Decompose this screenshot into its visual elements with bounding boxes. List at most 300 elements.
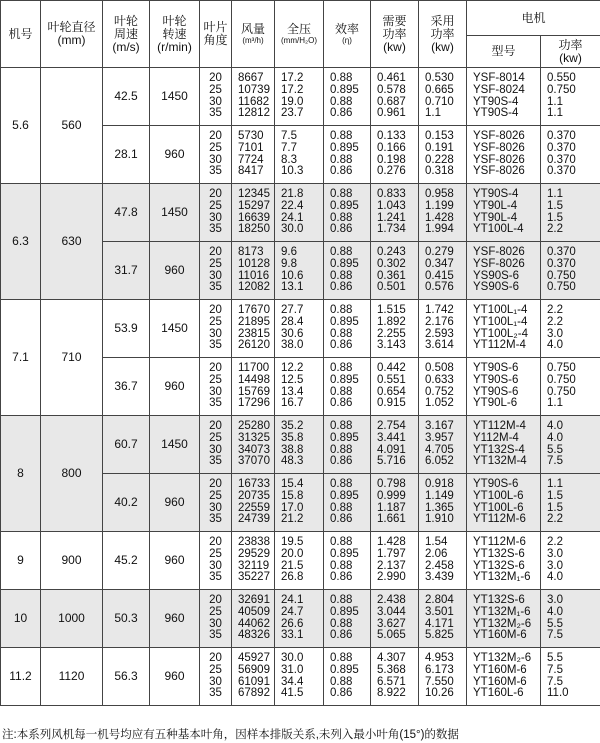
motor-power-value: 1.1: [547, 478, 563, 491]
rpm-cell: 960: [150, 358, 200, 416]
motor-power-cell: [541, 300, 600, 358]
adopted-power-value: 0.958: [425, 188, 454, 201]
motor-model-value: YT100L₁-4: [473, 315, 528, 328]
air-volume-value: 23815: [238, 327, 270, 340]
blade-angle-value: 25: [209, 431, 222, 444]
efficiency-value: 0.88: [330, 617, 353, 630]
motor-power-cell: [541, 648, 600, 706]
total-pressure-value: 15.4: [281, 478, 304, 491]
blade-angle-value: 25: [209, 199, 222, 212]
motor-model-value: YT90S-6: [473, 478, 519, 491]
motor-model-value: YT160M-6: [473, 663, 527, 676]
motor-model-value: YT100L-6: [473, 489, 524, 502]
required-power-value: 0.361: [377, 269, 406, 282]
motor-model-value: YT90S-6: [473, 362, 519, 375]
impeller-diameter-cell: 630: [41, 184, 103, 300]
motor-power-value: 4.0: [547, 420, 563, 433]
adopted-power-value: 4.171: [425, 617, 454, 630]
adopted-power-value: 0.752: [425, 385, 454, 398]
adopted-power-value: 3.439: [425, 571, 454, 584]
efficiency-cell: [324, 416, 371, 474]
motor-model-cell: [467, 300, 541, 358]
motor-power-value: 1.1: [547, 397, 563, 410]
blade-angle-value: 25: [209, 373, 222, 386]
blade-angle-value: 35: [209, 281, 222, 294]
required-power-cell: [371, 532, 419, 590]
required-power-value: 3.044: [377, 605, 406, 618]
air-volume-cell: [232, 358, 275, 416]
motor-model-cell: [467, 474, 541, 532]
efficiency-cell: [324, 68, 371, 126]
efficiency-value: 0.88: [330, 478, 353, 491]
motor-power-value: 2.2: [547, 536, 563, 549]
air-volume-cell: [232, 300, 275, 358]
air-volume-cell: [232, 474, 275, 532]
header-adopted-power: 采用 功率 (kw): [419, 1, 467, 68]
motor-model-value: YSF-8026: [473, 246, 525, 259]
efficiency-value: 0.86: [330, 107, 353, 120]
motor-power-value: 7.5: [547, 629, 563, 642]
blade-angle-cell: [200, 532, 232, 590]
air-volume-value: 35227: [238, 571, 270, 584]
motor-power-value: 0.750: [547, 281, 576, 294]
efficiency-value: 0.88: [330, 385, 353, 398]
air-volume-value: 8667: [238, 72, 264, 85]
table-row: [1, 590, 600, 648]
required-power-cell: [371, 648, 419, 706]
adopted-power-value: 0.228: [425, 153, 454, 166]
total-pressure-value: 21.2: [281, 513, 304, 526]
required-power-value: 0.999: [377, 489, 406, 502]
air-volume-value: 32691: [238, 594, 270, 607]
air-volume-value: 18250: [238, 223, 270, 236]
blade-angle-value: 25: [209, 83, 222, 96]
motor-model-value: YSF-8026: [473, 153, 525, 166]
blade-angle-value: 25: [209, 547, 222, 560]
motor-power-cell: [541, 126, 600, 184]
blade-angle-cell: [200, 416, 232, 474]
adopted-power-value: 0.530: [425, 72, 454, 85]
total-pressure-value: 10.6: [281, 269, 304, 282]
adopted-power-value: 0.153: [425, 130, 454, 143]
motor-model-value: YSF-8026: [473, 141, 525, 154]
blade-angle-cell: [200, 126, 232, 184]
total-pressure-value: 20.0: [281, 547, 304, 560]
motor-model-value: YSF-8024: [473, 83, 525, 96]
required-power-value: 6.571: [377, 675, 406, 688]
air-volume-value: 29529: [238, 547, 270, 560]
adopted-power-cell: [419, 68, 467, 126]
adopted-power-cell: [419, 416, 467, 474]
motor-model-value: Y112M-4: [473, 431, 519, 444]
total-pressure-value: 24.1: [281, 594, 304, 607]
efficiency-value: 0.895: [330, 431, 359, 444]
air-volume-value: 17670: [238, 304, 270, 317]
total-pressure-cell: [275, 242, 324, 300]
adopted-power-value: 0.318: [425, 165, 454, 178]
required-power-cell: [371, 184, 419, 242]
total-pressure-value: 13.4: [281, 385, 304, 398]
required-power-value: 2.137: [377, 559, 406, 572]
motor-power-value: 2.2: [547, 513, 563, 526]
adopted-power-value: 0.191: [425, 141, 454, 154]
efficiency-value: 0.88: [330, 594, 353, 607]
machine-no-cell: 10: [1, 590, 41, 648]
required-power-value: 0.442: [377, 362, 406, 375]
required-power-value: 1.734: [377, 223, 406, 236]
total-pressure-cell: [275, 416, 324, 474]
tip-speed-cell: 60.7: [103, 416, 150, 474]
machine-no-cell: 9: [1, 532, 41, 590]
motor-power-value: 7.5: [547, 455, 563, 468]
adopted-power-value: 3.167: [425, 420, 454, 433]
header-motor: 电机: [467, 1, 600, 36]
motor-model-value: YT132M₂-6: [473, 652, 532, 665]
motor-power-value: 0.750: [547, 385, 576, 398]
efficiency-value: 0.88: [330, 536, 353, 549]
efficiency-cell: [324, 300, 371, 358]
efficiency-value: 0.88: [330, 269, 353, 282]
required-power-value: 1.515: [377, 304, 406, 317]
motor-power-value: 11.0: [547, 687, 569, 700]
total-pressure-value: 30.0: [281, 652, 304, 665]
required-power-value: 3.441: [377, 431, 406, 444]
impeller-diameter-cell: 900: [41, 532, 103, 590]
blade-angle-value: 30: [209, 559, 222, 572]
adopted-power-value: 3.614: [425, 339, 454, 352]
blade-angle-value: 30: [209, 501, 222, 514]
motor-power-value: 0.370: [547, 165, 576, 178]
efficiency-value: 0.88: [330, 188, 353, 201]
adopted-power-cell: [419, 474, 467, 532]
required-power-value: 4.091: [377, 443, 406, 456]
adopted-power-value: 1.910: [425, 513, 454, 526]
table-row: [1, 184, 600, 242]
tip-speed-cell: 56.3: [103, 648, 150, 706]
motor-model-value: YT100L₂-4: [473, 327, 528, 340]
total-pressure-cell: [275, 590, 324, 648]
air-volume-value: 7101: [238, 141, 264, 154]
efficiency-value: 0.86: [330, 223, 353, 236]
efficiency-cell: [324, 184, 371, 242]
air-volume-value: 21895: [238, 315, 270, 328]
required-power-value: 8.922: [377, 687, 406, 700]
motor-model-value: YT90S-4: [473, 107, 519, 120]
air-volume-value: 40509: [238, 605, 270, 618]
adopted-power-value: 0.633: [425, 373, 454, 386]
adopted-power-value: 1.199: [425, 199, 454, 212]
adopted-power-value: 2.804: [425, 594, 454, 607]
blade-angle-cell: [200, 68, 232, 126]
tip-speed-cell: 28.1: [103, 126, 150, 184]
air-volume-cell: [232, 648, 275, 706]
efficiency-value: 0.895: [330, 257, 359, 270]
motor-power-cell: [541, 416, 600, 474]
total-pressure-value: 15.8: [281, 489, 304, 502]
adopted-power-value: 0.415: [425, 269, 454, 282]
blade-angle-value: 35: [209, 339, 222, 352]
motor-model-value: YT112M-4: [473, 339, 526, 352]
blade-angle-value: 30: [209, 269, 222, 282]
motor-model-cell: [467, 416, 541, 474]
air-volume-value: 10128: [238, 257, 270, 270]
blade-angle-value: 25: [209, 141, 222, 154]
efficiency-cell: [324, 126, 371, 184]
motor-power-value: 1.5: [547, 199, 563, 212]
blade-angle-value: 35: [209, 629, 222, 642]
total-pressure-value: 9.8: [281, 257, 297, 270]
required-power-value: 1.892: [377, 315, 406, 328]
required-power-cell: [371, 126, 419, 184]
motor-power-value: 4.0: [547, 339, 563, 352]
blade-angle-value: 35: [209, 397, 222, 410]
rpm-cell: 960: [150, 126, 200, 184]
adopted-power-cell: [419, 648, 467, 706]
machine-no-cell: 6.3: [1, 184, 41, 300]
blade-angle-cell: [200, 242, 232, 300]
blade-angle-value: 35: [209, 687, 222, 700]
efficiency-value: 0.895: [330, 199, 359, 212]
rpm-cell: 1450: [150, 184, 200, 242]
motor-model-value: YT112M-6: [473, 513, 526, 526]
motor-model-value: YSF-8014: [473, 72, 525, 85]
efficiency-value: 0.86: [330, 455, 353, 468]
motor-model-value: YT132M-4: [473, 455, 527, 468]
required-power-value: 0.654: [377, 385, 406, 398]
adopted-power-value: 1.1: [425, 107, 441, 120]
efficiency-value: 0.86: [330, 339, 353, 352]
tip-speed-cell: 47.8: [103, 184, 150, 242]
header-tip-speed: 叶轮 周速 (m/s): [103, 1, 150, 68]
adopted-power-value: 0.918: [425, 478, 454, 491]
total-pressure-value: 28.4: [281, 315, 304, 328]
total-pressure-value: 48.3: [281, 455, 304, 468]
required-power-value: 0.551: [377, 373, 406, 386]
motor-power-cell: [541, 184, 600, 242]
motor-model-value: YT90L-6: [473, 397, 518, 410]
motor-power-value: 0.750: [547, 373, 576, 386]
motor-power-value: 4.0: [547, 431, 563, 444]
efficiency-value: 0.88: [330, 420, 353, 433]
total-pressure-value: 17.2: [281, 83, 304, 96]
required-power-cell: [371, 474, 419, 532]
required-power-value: 3.143: [377, 339, 406, 352]
blade-angle-value: 20: [209, 72, 222, 85]
required-power-value: 1.241: [377, 211, 406, 224]
blade-angle-cell: [200, 300, 232, 358]
efficiency-value: 0.88: [330, 304, 353, 317]
total-pressure-value: 41.5: [281, 687, 304, 700]
header-machine-no: 机号: [1, 1, 41, 68]
motor-model-value: YT132S-6: [473, 594, 525, 607]
rpm-cell: 1450: [150, 68, 200, 126]
efficiency-value: 0.88: [330, 443, 353, 456]
required-power-value: 0.276: [377, 165, 406, 178]
motor-power-value: 0.370: [547, 246, 576, 259]
required-power-value: 0.198: [377, 153, 406, 166]
total-pressure-value: 19.5: [281, 536, 304, 549]
adopted-power-value: 0.279: [425, 246, 454, 259]
required-power-value: 0.798: [377, 478, 406, 491]
motor-model-value: YT90S-4: [473, 188, 519, 201]
adopted-power-value: 5.825: [425, 629, 454, 642]
adopted-power-cell: [419, 184, 467, 242]
tip-speed-cell: 31.7: [103, 242, 150, 300]
blade-angle-value: 30: [209, 211, 222, 224]
air-volume-value: 17296: [238, 397, 270, 410]
blade-angle-value: 30: [209, 617, 222, 630]
motor-power-value: 5.5: [547, 443, 563, 456]
blade-angle-value: 35: [209, 165, 222, 178]
total-pressure-value: 17.0: [281, 501, 304, 514]
blade-angle-cell: [200, 184, 232, 242]
total-pressure-value: 35.8: [281, 431, 304, 444]
total-pressure-value: 17.2: [281, 72, 304, 85]
efficiency-value: 0.88: [330, 501, 353, 514]
motor-power-value: 0.750: [547, 362, 576, 375]
motor-power-value: 5.5: [547, 652, 563, 665]
blade-angle-value: 20: [209, 652, 222, 665]
blade-angle-value: 30: [209, 675, 222, 688]
efficiency-value: 0.895: [330, 547, 359, 560]
total-pressure-value: 33.1: [281, 629, 304, 642]
air-volume-value: 12082: [238, 281, 270, 294]
motor-power-value: 3.0: [547, 547, 563, 560]
total-pressure-value: 9.6: [281, 246, 297, 259]
efficiency-value: 0.895: [330, 83, 359, 96]
motor-power-cell: [541, 590, 600, 648]
motor-model-value: YT132S-6: [473, 547, 525, 560]
adopted-power-value: 1.149: [425, 489, 454, 502]
total-pressure-cell: [275, 126, 324, 184]
adopted-power-value: 2.458: [425, 559, 454, 572]
blade-angle-value: 30: [209, 327, 222, 340]
total-pressure-value: 26.6: [281, 617, 304, 630]
total-pressure-value: 7.5: [281, 130, 297, 143]
efficiency-value: 0.88: [330, 246, 353, 259]
blade-angle-value: 20: [209, 188, 222, 201]
blade-angle-value: 20: [209, 304, 222, 317]
motor-model-value: YT100L₁-4: [473, 304, 528, 317]
motor-power-value: 7.5: [547, 663, 563, 676]
motor-power-value: 0.550: [547, 72, 576, 85]
header-impeller-diameter: 叶轮直径 (mm): [41, 1, 103, 68]
air-volume-value: 56909: [238, 663, 270, 676]
total-pressure-value: 16.7: [281, 397, 304, 410]
total-pressure-value: 21.8: [281, 188, 304, 201]
required-power-cell: [371, 590, 419, 648]
adopted-power-cell: [419, 242, 467, 300]
motor-power-value: 1.1: [547, 188, 563, 201]
total-pressure-value: 10.3: [281, 165, 304, 178]
blade-angle-value: 20: [209, 478, 222, 491]
efficiency-cell: [324, 590, 371, 648]
motor-power-value: 5.5: [547, 617, 563, 630]
motor-power-value: 0.370: [547, 153, 576, 166]
adopted-power-cell: [419, 126, 467, 184]
efficiency-value: 0.895: [330, 373, 359, 386]
motor-model-cell: [467, 68, 541, 126]
total-pressure-value: 24.7: [281, 605, 304, 618]
efficiency-cell: [324, 242, 371, 300]
motor-power-value: 0.370: [547, 141, 576, 154]
required-power-cell: [371, 242, 419, 300]
total-pressure-value: 38.0: [281, 339, 304, 352]
required-power-value: 2.255: [377, 327, 406, 340]
total-pressure-value: 27.7: [281, 304, 304, 317]
total-pressure-cell: [275, 68, 324, 126]
adopted-power-value: 0.576: [425, 281, 454, 294]
blade-angle-value: 35: [209, 571, 222, 584]
adopted-power-value: 1.54: [425, 536, 448, 549]
efficiency-value: 0.86: [330, 281, 353, 294]
machine-no-cell: 8: [1, 416, 41, 532]
blade-angle-cell: [200, 648, 232, 706]
adopted-power-value: 1.052: [425, 397, 454, 410]
motor-power-value: 0.370: [547, 257, 576, 270]
air-volume-value: 34073: [238, 443, 270, 456]
motor-model-value: YSF-8026: [473, 165, 525, 178]
spec-table-body: [1, 68, 600, 706]
motor-power-cell: [541, 532, 600, 590]
air-volume-value: 12812: [238, 107, 270, 120]
required-power-value: 0.166: [377, 141, 406, 154]
total-pressure-value: 19.0: [281, 95, 304, 108]
efficiency-value: 0.88: [330, 652, 353, 665]
air-volume-value: 45927: [238, 652, 270, 665]
motor-power-value: 7.5: [547, 675, 563, 688]
air-volume-value: 48326: [238, 629, 270, 642]
motor-model-value: YT90L-4: [473, 211, 518, 224]
blade-angle-value: 20: [209, 594, 222, 607]
blade-angle-value: 20: [209, 246, 222, 259]
adopted-power-cell: [419, 300, 467, 358]
total-pressure-cell: [275, 532, 324, 590]
motor-model-value: YS90S-6: [473, 281, 520, 294]
air-volume-value: 12345: [238, 188, 270, 201]
blade-angle-value: 20: [209, 420, 222, 433]
motor-model-value: YT90S-4: [473, 95, 519, 108]
efficiency-value: 0.86: [330, 165, 353, 178]
air-volume-value: 16639: [238, 211, 270, 224]
motor-model-cell: [467, 590, 541, 648]
header-total-pressure: 全压 (mm/H₂O): [275, 1, 324, 68]
required-power-value: 1.187: [377, 501, 406, 514]
total-pressure-value: 7.7: [281, 141, 297, 154]
adopted-power-cell: [419, 532, 467, 590]
air-volume-value: 11700: [238, 362, 270, 375]
rpm-cell: 1450: [150, 300, 200, 358]
blade-angle-value: 20: [209, 362, 222, 375]
efficiency-value: 0.895: [330, 489, 359, 502]
required-power-value: 5.716: [377, 455, 406, 468]
motor-model-value: YT100L-4: [473, 223, 524, 236]
rpm-cell: 960: [150, 474, 200, 532]
adopted-power-value: 7.550: [425, 675, 454, 688]
motor-model-value: YT160M-6: [473, 675, 527, 688]
blade-angle-value: 35: [209, 107, 222, 120]
efficiency-value: 0.88: [330, 559, 353, 572]
air-volume-cell: [232, 590, 275, 648]
adopted-power-value: 6.052: [425, 455, 454, 468]
total-pressure-value: 12.2: [281, 362, 304, 375]
efficiency-value: 0.88: [330, 327, 353, 340]
required-power-cell: [371, 68, 419, 126]
air-volume-value: 20735: [238, 489, 270, 502]
motor-model-value: YT132M₁-6: [473, 571, 531, 584]
motor-power-value: 2.2: [547, 315, 563, 328]
total-pressure-value: 38.8: [281, 443, 304, 456]
